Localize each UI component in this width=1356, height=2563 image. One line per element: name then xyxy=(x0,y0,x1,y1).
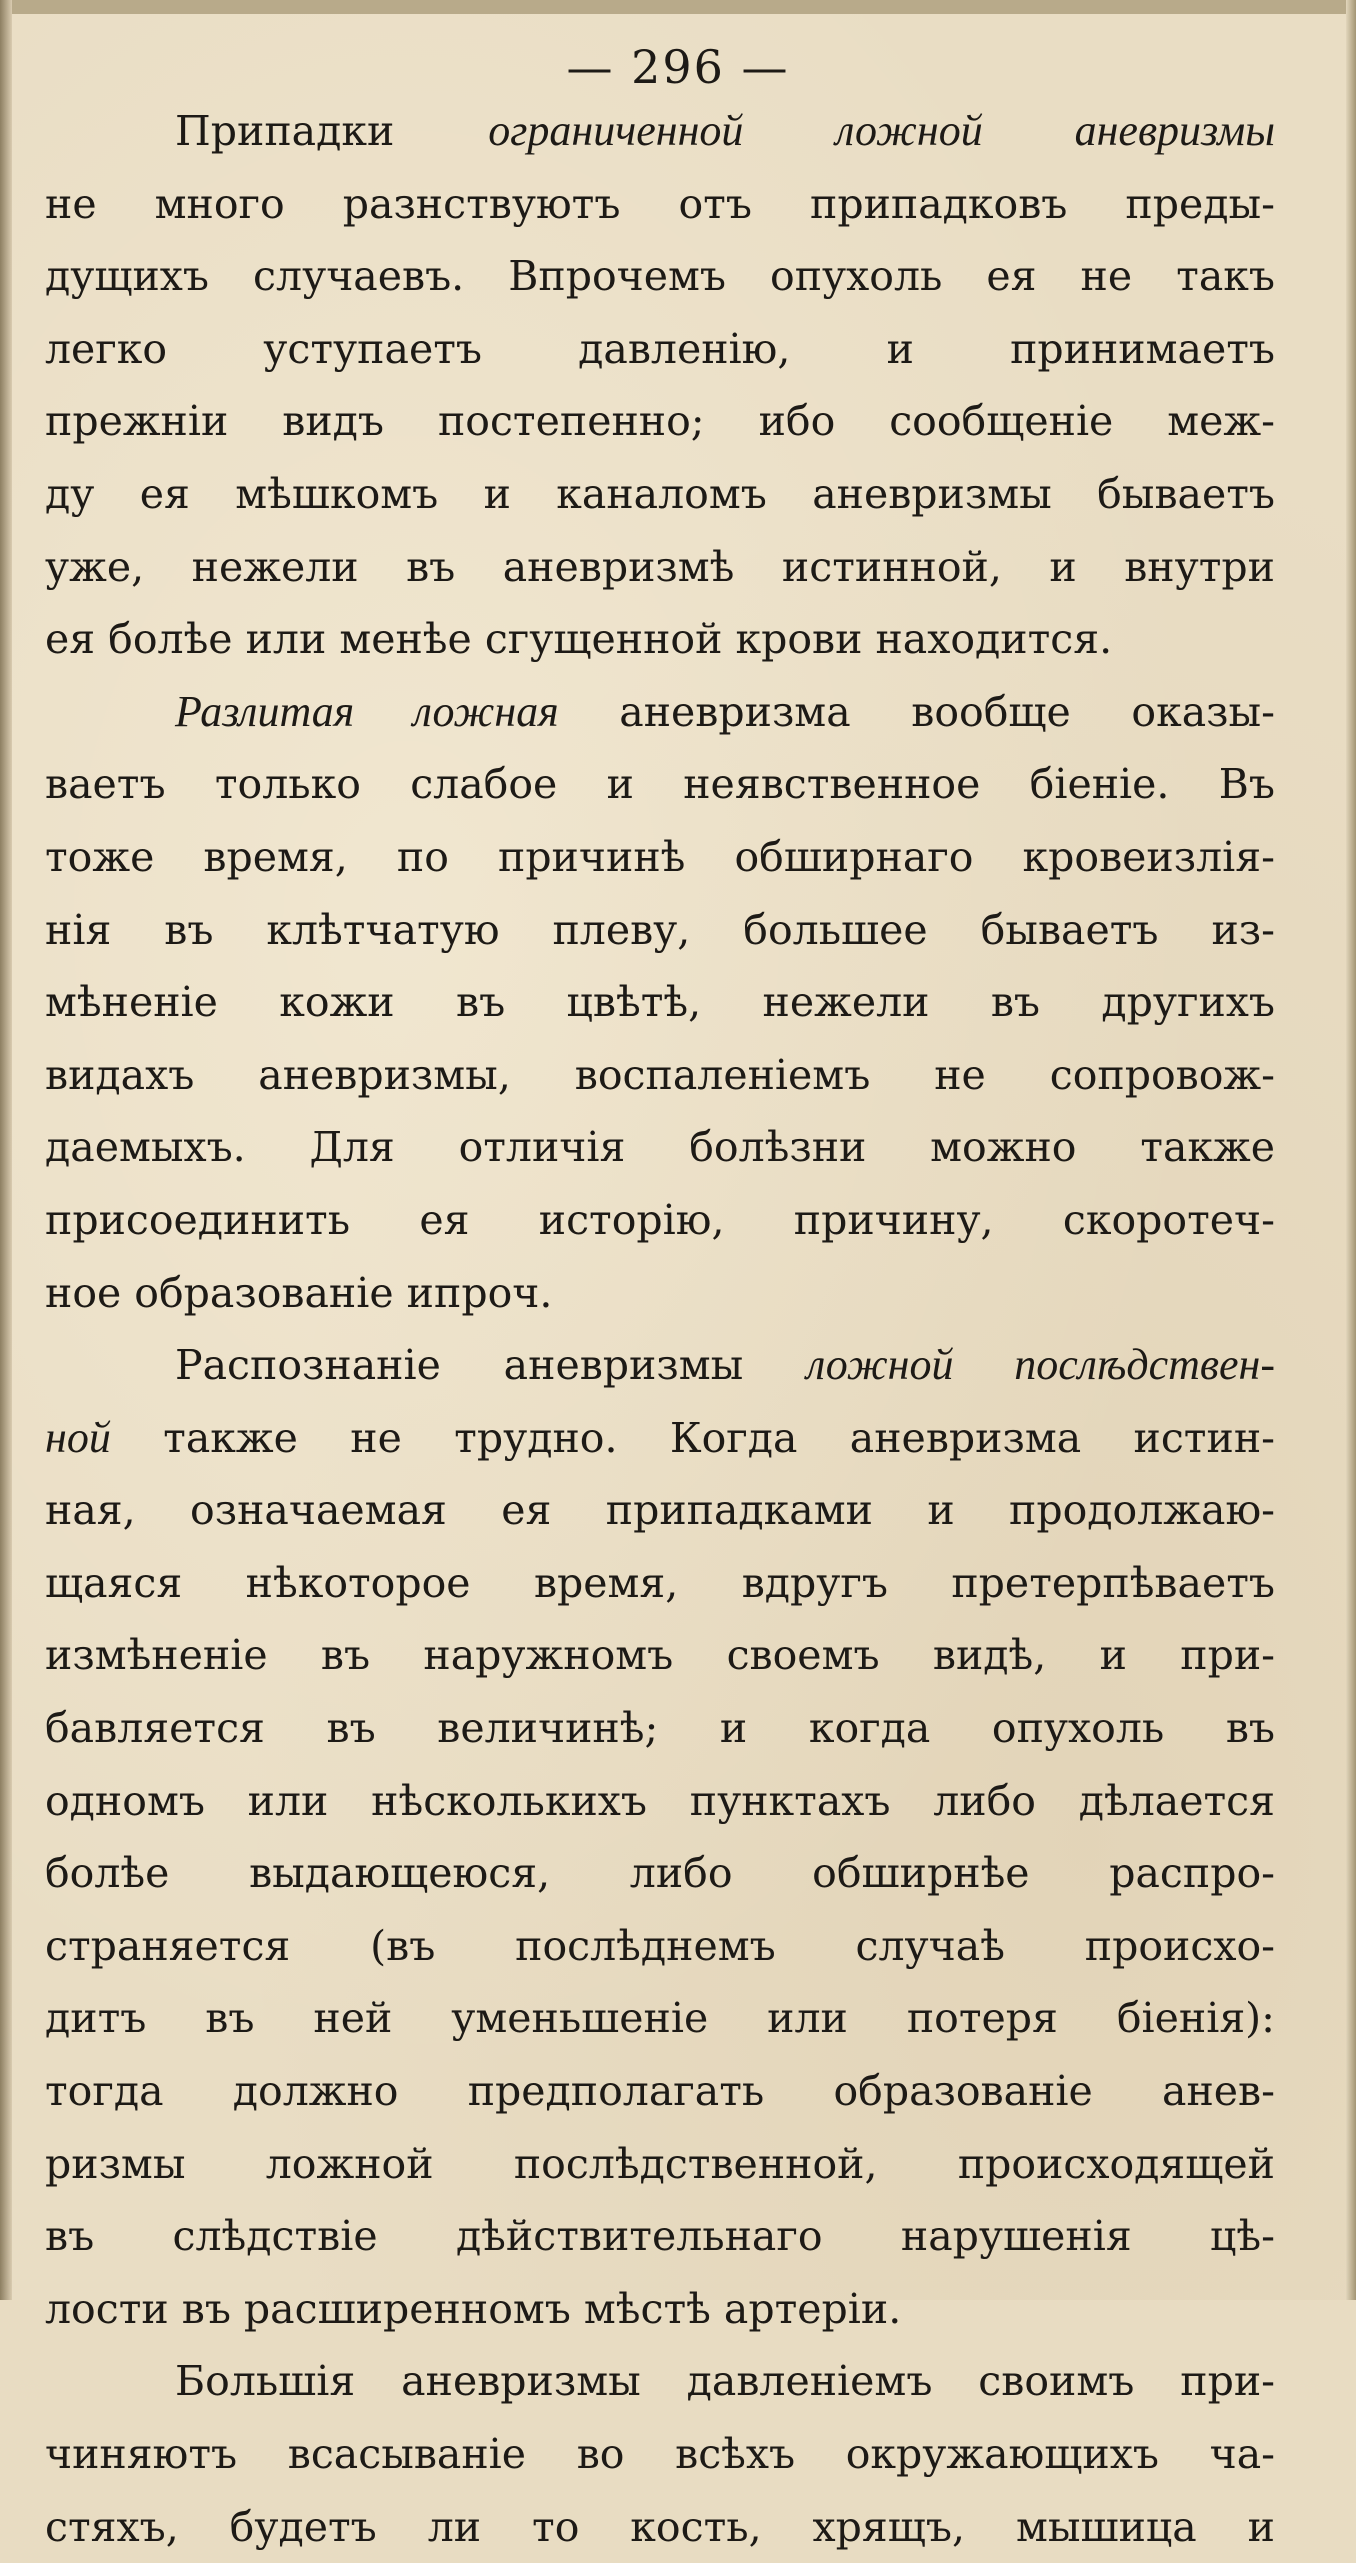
text-line xyxy=(45,1474,1275,1547)
text-segment: Большія аневризмы давленіемъ своимъ при- xyxy=(175,2357,1275,2406)
italic-term: ограниченной ложной аневризмы xyxy=(488,106,1275,155)
text-line xyxy=(45,2128,1275,2201)
text-line xyxy=(45,1184,1275,1257)
text-line xyxy=(45,240,1275,313)
text-segment: въ слѣдствіе дѣйствительнаго нарушенія цѣ- xyxy=(45,2212,1275,2261)
text-line xyxy=(45,748,1275,821)
text-segment: также не трудно. Когда аневризма истин- xyxy=(110,1413,1275,1462)
text-line xyxy=(45,2200,1275,2273)
page-number: — 296 — xyxy=(566,40,790,94)
text-line xyxy=(45,1765,1275,1838)
text-line xyxy=(45,676,1275,749)
text-line xyxy=(45,1692,1275,1765)
text-segment: уже, нежели въ аневризмѣ истинной, и внутри xyxy=(45,542,1275,591)
text-segment: не много разнствуютъ отъ припадковъ преды- xyxy=(45,179,1275,228)
text-line xyxy=(45,603,1275,676)
text-segment: тоже время, по причинѣ обширнаго кровеизлія- xyxy=(45,832,1275,881)
text-segment: Распознаніе аневризмы xyxy=(175,1341,807,1390)
text-line xyxy=(45,531,1275,604)
text-line xyxy=(45,313,1275,386)
italic-term: ложной послѣдствен- xyxy=(806,1340,1275,1390)
italic-term: Разлитая ложная xyxy=(175,686,559,736)
text-segment: видахъ аневризмы, воспаленіемъ не сопровож- xyxy=(45,1050,1275,1099)
text-line xyxy=(45,385,1275,458)
text-segment: аневризма вообще оказы- xyxy=(558,687,1275,736)
text-line xyxy=(45,1837,1275,1910)
text-line xyxy=(45,1547,1275,1620)
text-segment: легко уступаетъ давленію, и принимаетъ xyxy=(45,324,1275,373)
text-segment: страняется (въ послѣднемъ случаѣ происхо- xyxy=(45,1921,1275,1970)
text-line xyxy=(45,1619,1275,1692)
text-line xyxy=(45,95,1275,168)
text-line xyxy=(45,1910,1275,1983)
text-line xyxy=(45,2273,1275,2346)
text-line xyxy=(45,2345,1275,2418)
text-segment: присоединить ея исторію, причину, скоротеч- xyxy=(45,1195,1275,1244)
text-segment: болѣе выдающеюся, либо обширнѣе распро- xyxy=(45,1849,1275,1898)
text-segment: ное образованіе ипроч. xyxy=(45,1268,553,1317)
text-line xyxy=(45,894,1275,967)
text-segment: лости въ расширенномъ мѣстѣ артеріи. xyxy=(45,2284,902,2333)
text-segment: бавляется въ величинѣ; и когда опухоль въ xyxy=(45,1704,1275,1753)
page-top-edge xyxy=(0,0,1356,14)
text-segment: чиняютъ всасываніе во всѣхъ окружающихъ ча- xyxy=(45,2430,1275,2478)
text-line xyxy=(45,966,1275,1039)
text-line xyxy=(45,458,1275,531)
text-segment: ризмы ложной послѣдственной, происходящей xyxy=(45,2139,1275,2188)
text-line xyxy=(45,1111,1275,1184)
text-segment: ду ея мѣшкомъ и каналомъ аневризмы бываетъ xyxy=(45,469,1275,518)
text-segment: дитъ въ ней уменьшеніе или потеря біенія): xyxy=(45,1994,1275,2043)
text-line xyxy=(45,168,1275,241)
text-segment: прежніи видъ постепенно; ибо сообщеніе меж- xyxy=(45,397,1275,446)
page-left-edge xyxy=(0,0,12,2300)
italic-term: ной xyxy=(45,1412,111,1462)
text-segment: ная, означаемая ея припадками и продолжаю- xyxy=(45,1486,1275,1535)
body-text xyxy=(45,95,1275,2563)
text-line xyxy=(45,1329,1275,1402)
text-segment: тогда должно предполагать образованіе анев- xyxy=(45,2067,1275,2116)
text-segment: даемыхъ. Для отличія болѣзни можно также xyxy=(45,1123,1275,1172)
text-line xyxy=(45,2418,1275,2491)
text-segment: нія въ клѣтчатую плеву, большее бываетъ из- xyxy=(45,905,1275,954)
text-segment: ваетъ только слабое и неявственное біеніе. Въ xyxy=(45,760,1275,809)
text-line xyxy=(45,1039,1275,1112)
text-segment: мѣненіе кожи въ цвѣтѣ, нежели въ другихъ xyxy=(45,978,1275,1027)
text-line xyxy=(45,2055,1275,2128)
text-line xyxy=(45,1982,1275,2055)
text-segment: измѣненіе въ наружномъ своемъ видѣ, и при- xyxy=(45,1631,1275,1680)
text-segment: стяхъ, будетъ ли то кость, хрящъ, мышица и xyxy=(45,2502,1275,2551)
text-segment: Припадки xyxy=(175,107,489,155)
text-segment: ея болѣе или менѣе сгущенной крови находится. xyxy=(45,615,1113,664)
text-line xyxy=(45,1402,1275,1475)
text-line xyxy=(45,821,1275,894)
text-segment: дущихъ случаевъ. Впрочемъ опухоль ея не такъ xyxy=(45,252,1275,301)
text-segment: щаяся нѣкоторое время, вдругъ претерпѣваетъ xyxy=(45,1558,1275,1607)
text-segment: одномъ или нѣсколькихъ пунктахъ либо дѣлается xyxy=(45,1776,1275,1825)
page-right-edge xyxy=(1346,0,1356,2300)
text-line xyxy=(45,2491,1275,2563)
text-line xyxy=(45,1257,1275,1330)
